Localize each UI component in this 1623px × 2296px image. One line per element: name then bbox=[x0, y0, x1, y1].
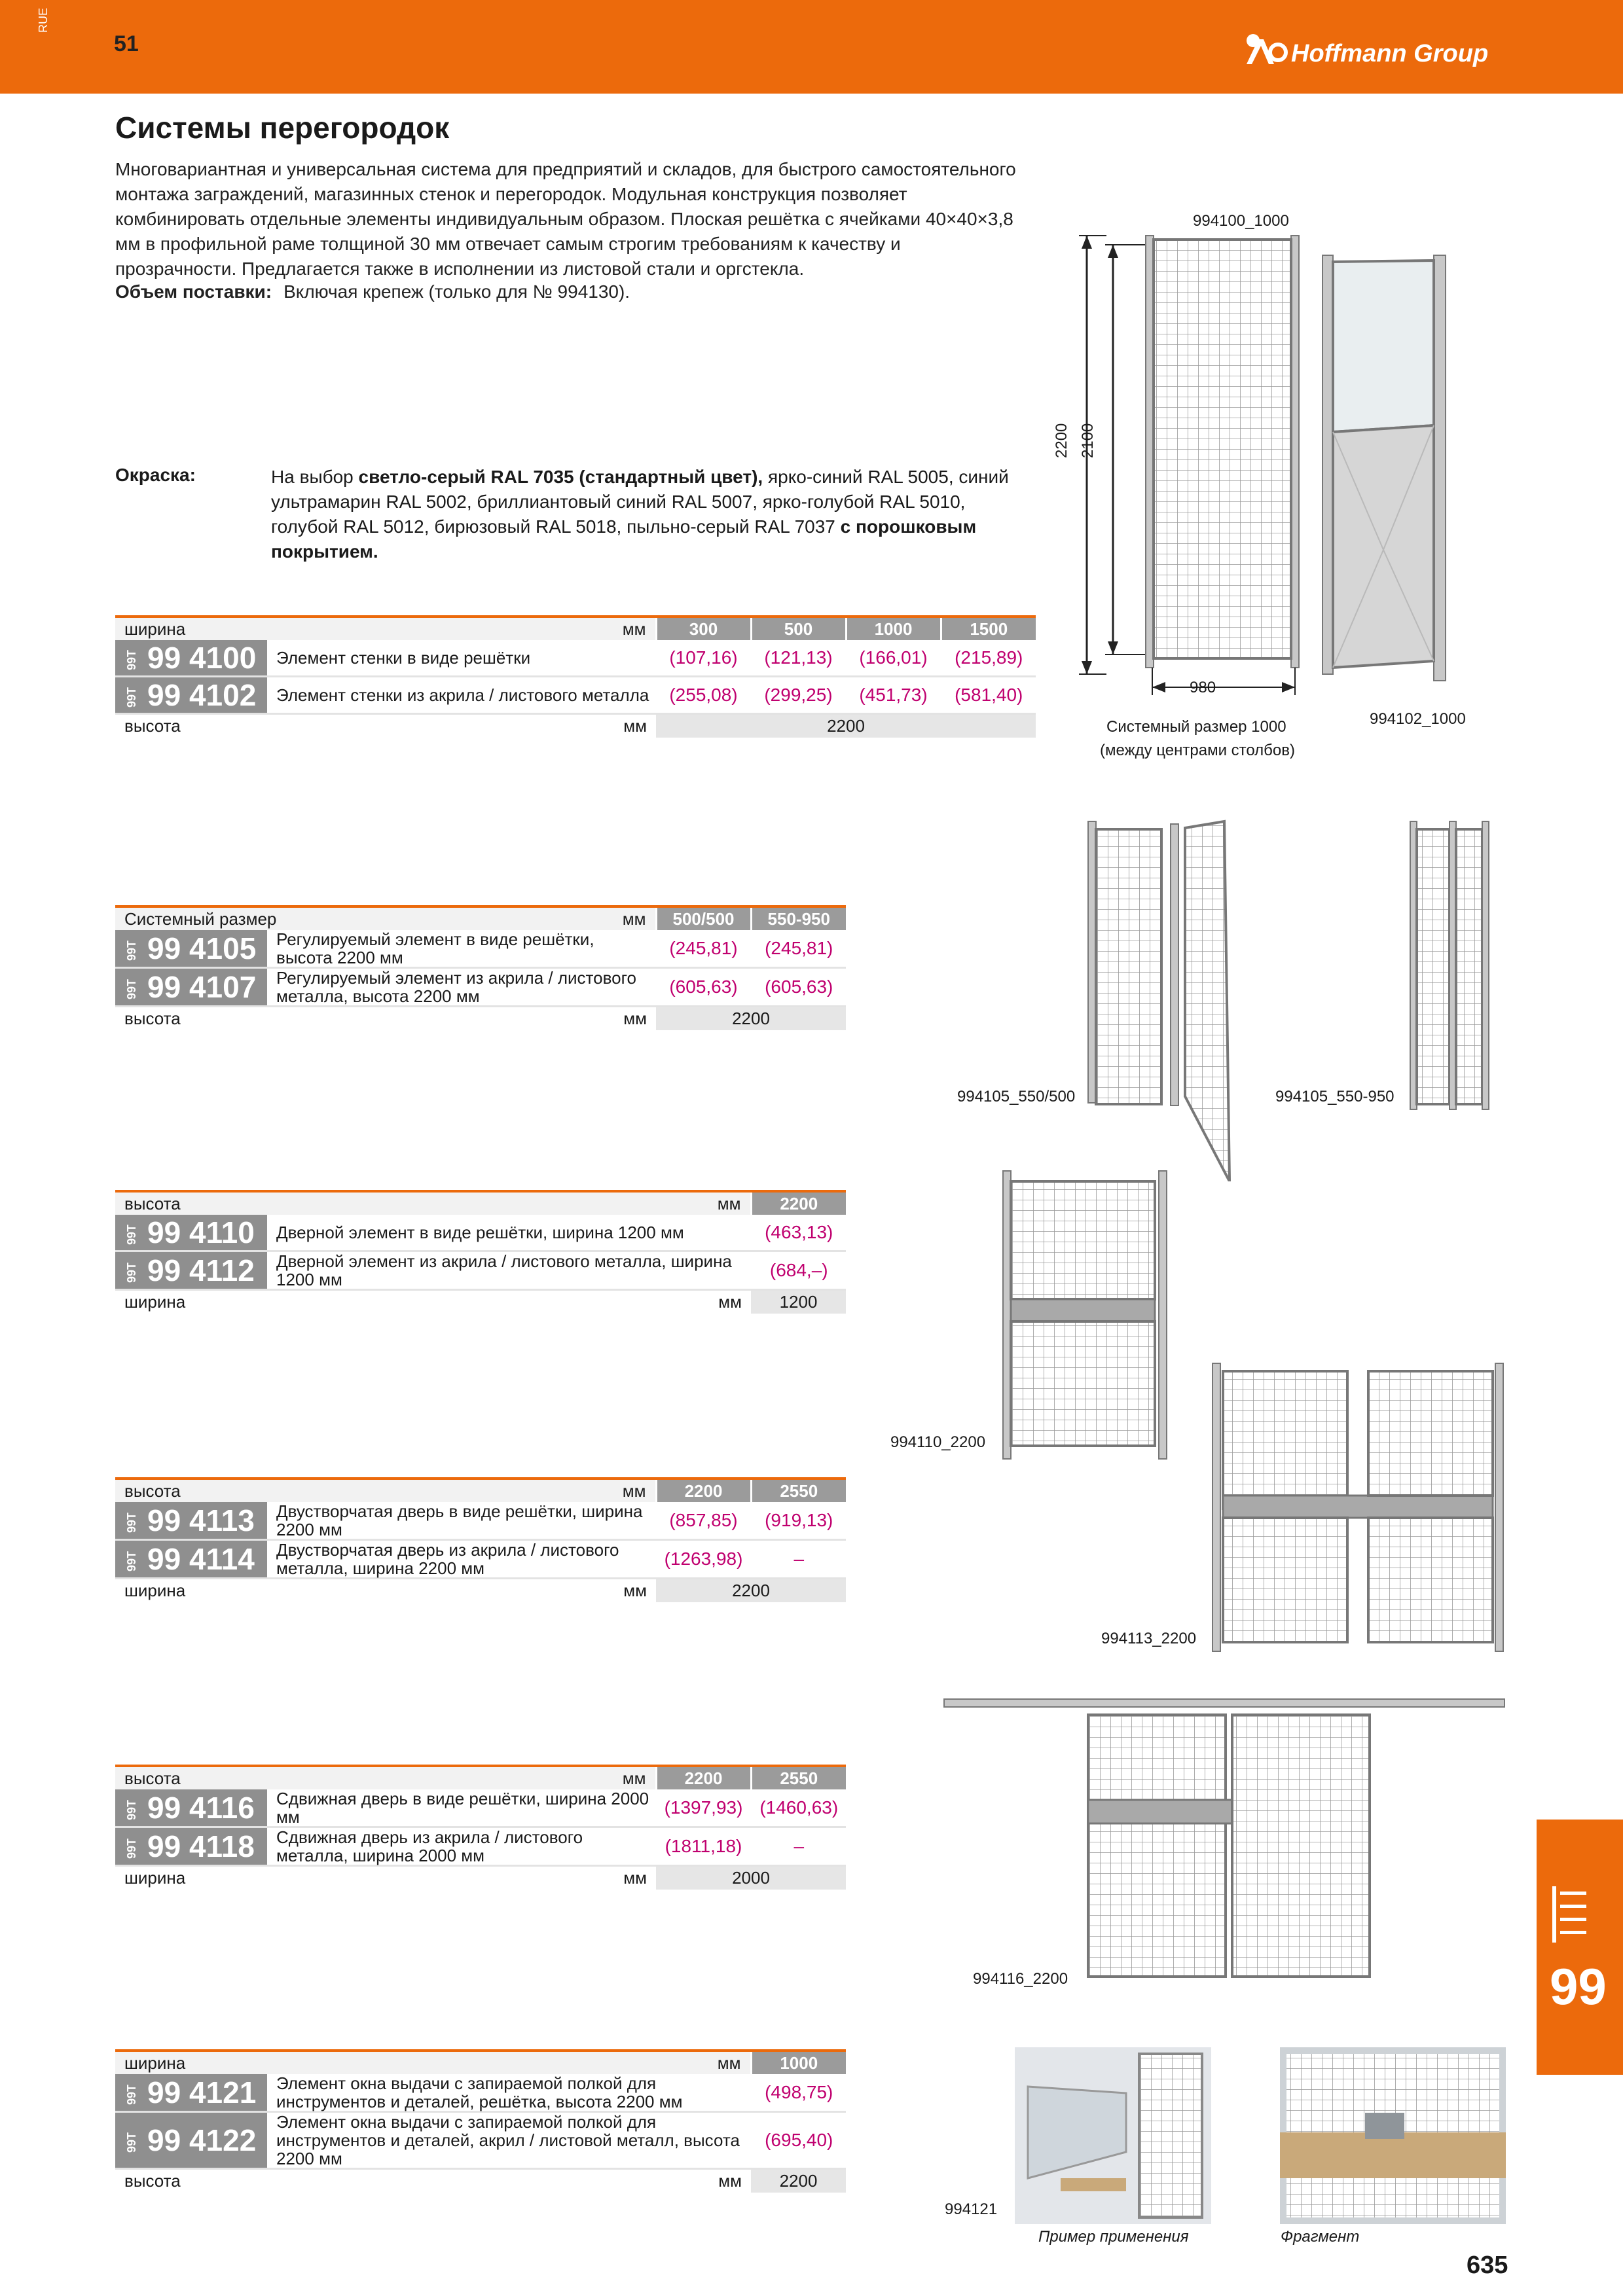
price-cell: (245,81) bbox=[656, 930, 751, 968]
column-header: 2550 bbox=[751, 1479, 846, 1502]
article-tag: 99T bbox=[125, 979, 139, 1000]
article-number bbox=[115, 930, 267, 968]
price-table-994113 bbox=[115, 1477, 846, 1602]
page-title: Системы перегородок bbox=[115, 111, 450, 145]
table-foot-label: высота bbox=[124, 715, 181, 736]
table-row bbox=[115, 640, 1036, 677]
table-head-label: ширина bbox=[115, 2051, 712, 2074]
price-cell: (255,08) bbox=[656, 677, 751, 714]
caption-994116: 994116_2200 bbox=[973, 1970, 1068, 1988]
caption-fragment: Фрагмент bbox=[1281, 2228, 1360, 2246]
article-description: Регулируемый элемент в виде решётки, высота 2200 мм bbox=[267, 930, 656, 968]
svg-text:Hoffmann Group: Hoffmann Group bbox=[1291, 40, 1489, 67]
table-foot-value: 2200 bbox=[656, 1007, 846, 1030]
page-number: 635 bbox=[1467, 2251, 1508, 2279]
caption-system-size-note: (между центрами столбов) bbox=[1100, 742, 1296, 759]
article-tag: 99T bbox=[125, 1551, 139, 1572]
table-foot-value: 1200 bbox=[751, 1290, 846, 1314]
dim-980: 980 bbox=[1190, 679, 1216, 696]
table-head-unit: мм bbox=[712, 1191, 751, 1215]
supply-label: Объем поставки: bbox=[115, 281, 272, 302]
article-description: Сдвижная дверь из акрила / листового металла, ширина 2000 мм bbox=[267, 1827, 656, 1866]
double-door-illustration bbox=[1211, 1358, 1506, 1659]
application-example-photo bbox=[1015, 2047, 1211, 2224]
article-number bbox=[115, 1215, 267, 1251]
article-description: Сдвижная дверь в виде решётки, ширина 2000 мм bbox=[267, 1789, 656, 1827]
wall-element-illustration bbox=[1041, 229, 1499, 726]
price-cell: (857,85) bbox=[656, 1502, 751, 1540]
caption-994100: 994100_1000 bbox=[1193, 212, 1289, 230]
price-cell: (1263,98) bbox=[656, 1540, 751, 1579]
price-cell: (498,75) bbox=[751, 2074, 846, 2112]
caption-994105-a: 994105_550/500 bbox=[957, 1088, 1076, 1105]
paint-t2: ярко-синий RAL 5005, синий ультрамарин RAL 5002, бриллиантовый синий RAL 5007, ярко-голубой RAL 5010, голубой RAL 5012, бирюзовый RAL 5018, пыльно-серый RAL 7037 bbox=[271, 467, 1009, 537]
table-foot-unit: мм bbox=[718, 1291, 742, 1312]
caption-994102: 994102_1000 bbox=[1370, 710, 1466, 728]
price-cell: – bbox=[751, 1540, 846, 1579]
article-tag: 99T bbox=[125, 941, 139, 961]
article-number bbox=[115, 2112, 267, 2169]
table-head-unit: мм bbox=[617, 906, 656, 930]
price-cell: – bbox=[751, 1827, 846, 1866]
paint-b1: светло-серый RAL 7035 (стандартный цвет), bbox=[358, 467, 763, 487]
column-header: 2200 bbox=[656, 1766, 751, 1789]
table-foot-value: 2000 bbox=[656, 1866, 846, 1890]
caption-994113: 994113_2200 bbox=[1101, 1630, 1197, 1647]
dim-2100: 2100 bbox=[1079, 423, 1097, 458]
price-cell: (215,89) bbox=[941, 640, 1036, 677]
table-row bbox=[115, 1502, 846, 1540]
column-header: 1500 bbox=[941, 617, 1036, 640]
article-number-text: 99 4107 bbox=[147, 970, 257, 1004]
article-number bbox=[115, 2074, 267, 2112]
table-foot-unit: мм bbox=[623, 1580, 647, 1600]
caption-example: Пример применения bbox=[1038, 2228, 1189, 2246]
table-row bbox=[115, 1827, 846, 1866]
paint-text bbox=[271, 465, 1024, 564]
table-row bbox=[115, 968, 846, 1007]
table-row bbox=[115, 1540, 846, 1579]
price-cell: (1460,63) bbox=[751, 1789, 846, 1827]
supply-line bbox=[115, 281, 630, 302]
dim-2200: 2200 bbox=[1053, 423, 1070, 458]
article-description: Элемент стенки в виде решётки bbox=[267, 640, 656, 677]
price-cell: (166,01) bbox=[846, 640, 941, 677]
table-row bbox=[115, 677, 1036, 714]
article-tag: 99T bbox=[125, 1225, 139, 1246]
table-row bbox=[115, 1251, 846, 1290]
article-number-text: 99 4105 bbox=[147, 931, 257, 965]
price-cell: (121,13) bbox=[751, 640, 846, 677]
table-foot-value: 2200 bbox=[656, 714, 1036, 738]
table-head-unit: мм bbox=[712, 2051, 751, 2074]
price-table-994100 bbox=[115, 615, 1036, 738]
table-foot-unit: мм bbox=[623, 1867, 647, 1888]
article-number bbox=[115, 1540, 267, 1579]
language-code: RUE bbox=[37, 7, 50, 33]
price-cell: (451,73) bbox=[846, 677, 941, 714]
column-header: 550-950 bbox=[751, 906, 846, 930]
page-header bbox=[0, 0, 1623, 94]
adjustable-element-illustration bbox=[1087, 815, 1512, 1181]
price-cell: (299,25) bbox=[751, 677, 846, 714]
price-table-994116 bbox=[115, 1765, 846, 1890]
article-tag: 99T bbox=[125, 2132, 139, 2153]
table-row bbox=[115, 1789, 846, 1827]
price-cell: (605,63) bbox=[656, 968, 751, 1007]
table-head-label: высота bbox=[115, 1191, 712, 1215]
paint-t1: На выбор bbox=[271, 467, 359, 487]
price-cell: (695,40) bbox=[751, 2112, 846, 2169]
caption-994110: 994110_2200 bbox=[890, 1433, 986, 1451]
article-description: Элемент окна выдачи с запираемой полкой для инструментов и деталей, акрил / листовой металл, высота 2200 мм bbox=[267, 2112, 751, 2169]
article-number bbox=[115, 1502, 267, 1540]
article-tag: 99T bbox=[125, 1263, 139, 1283]
article-number bbox=[115, 968, 267, 1007]
price-cell: (605,63) bbox=[751, 968, 846, 1007]
article-description: Двустворчатая дверь из акрила / листового металла, ширина 2200 мм bbox=[267, 1540, 656, 1579]
intro-text: Многовариантная и универсальная система для предприятий и складов, для быстрого самостоятельного монтажа заграждений, магазинных стенок и перегородок. Модульная конструкция позволяет комбинировать отдельные элементы индивидуальным образом. Плоская решётка с ячейками 40×40×3,8 мм в профильной раме толщиной 30 мм отвечает самым строгим требованиям к качеству и прозрачности. Предлагается также в исполнении из листовой стали и оргстекла. bbox=[115, 159, 1016, 279]
article-tag: 99T bbox=[125, 687, 139, 708]
column-header: 2550 bbox=[751, 1766, 846, 1789]
table-foot-label: ширина bbox=[124, 1291, 186, 1312]
catalog-page-short: 51 bbox=[114, 31, 139, 56]
fragment-photo bbox=[1280, 2047, 1506, 2224]
table-head-label: Системный размер bbox=[115, 906, 617, 930]
table-head-label: высота bbox=[115, 1479, 617, 1502]
shelving-icon bbox=[1551, 1885, 1590, 1944]
table-head-unit: мм bbox=[617, 617, 656, 640]
sliding-door-illustration bbox=[943, 1695, 1506, 1983]
article-number-text: 99 4122 bbox=[147, 2123, 257, 2157]
table-foot-label: высота bbox=[124, 1008, 181, 1028]
caption-system-size: Системный размер 1000 bbox=[1106, 718, 1286, 736]
column-header: 500/500 bbox=[656, 906, 751, 930]
column-header: 500 bbox=[751, 617, 846, 640]
article-number-text: 99 4113 bbox=[147, 1503, 255, 1537]
table-row bbox=[115, 930, 846, 968]
supply-text: Включая крепеж (только для № 994130). bbox=[283, 281, 630, 302]
column-header: 2200 bbox=[656, 1479, 751, 1502]
column-header: 1000 bbox=[846, 617, 941, 640]
price-cell: (919,13) bbox=[751, 1502, 846, 1540]
article-number-text: 99 4118 bbox=[147, 1829, 255, 1863]
article-tag: 99T bbox=[125, 2085, 139, 2106]
table-head-unit: мм bbox=[617, 1766, 656, 1789]
article-number bbox=[115, 1827, 267, 1866]
hoffmann-group-logo bbox=[1244, 31, 1512, 71]
article-tag: 99T bbox=[125, 1839, 139, 1859]
article-number bbox=[115, 677, 267, 714]
price-table-994121 bbox=[115, 2049, 846, 2193]
article-number bbox=[115, 1789, 267, 1827]
table-head-label: высота bbox=[115, 1766, 617, 1789]
article-description: Элемент стенки из акрила / листового металла bbox=[267, 677, 656, 714]
table-foot-unit: мм bbox=[623, 1008, 647, 1028]
column-header: 2200 bbox=[751, 1191, 846, 1215]
price-table-994105 bbox=[115, 905, 846, 1030]
paint-label: Окраска: bbox=[115, 465, 196, 485]
column-header: 300 bbox=[656, 617, 751, 640]
article-number-text: 99 4116 bbox=[147, 1791, 255, 1825]
article-number-text: 99 4114 bbox=[147, 1542, 255, 1576]
paint-b2: с порошковым покрытием. bbox=[271, 516, 977, 562]
article-description: Дверной элемент в виде решётки, ширина 1200 мм bbox=[267, 1215, 751, 1251]
table-foot-label: ширина bbox=[124, 1580, 186, 1600]
price-cell: (107,16) bbox=[656, 640, 751, 677]
table-foot-label: высота bbox=[124, 2170, 181, 2191]
section-number: 99 bbox=[1550, 1958, 1607, 2015]
article-number bbox=[115, 1251, 267, 1290]
article-description: Регулируемый элемент из акрила / листового металла, высота 2200 мм bbox=[267, 968, 656, 1007]
article-number-text: 99 4102 bbox=[147, 678, 257, 712]
caption-994105-b: 994105_550-950 bbox=[1275, 1088, 1395, 1105]
article-tag: 99T bbox=[125, 650, 139, 671]
article-description: Двустворчатая дверь в виде решётки, ширина 2200 мм bbox=[267, 1502, 656, 1540]
table-row bbox=[115, 2074, 846, 2112]
article-description: Элемент окна выдачи с запираемой полкой для инструментов и деталей, решётка, высота 2200 мм bbox=[267, 2074, 751, 2112]
door-element-illustration bbox=[1002, 1168, 1172, 1463]
article-tag: 99T bbox=[125, 1800, 139, 1821]
price-cell: (581,40) bbox=[941, 677, 1036, 714]
table-foot-value: 2200 bbox=[656, 1579, 846, 1602]
table-foot-unit: мм bbox=[718, 2170, 742, 2191]
price-table-994110 bbox=[115, 1190, 846, 1314]
table-foot-unit: мм bbox=[623, 715, 647, 736]
price-cell: (1811,18) bbox=[656, 1827, 751, 1866]
article-number-text: 99 4100 bbox=[147, 641, 257, 675]
table-row bbox=[115, 2112, 846, 2169]
table-head-label: ширина bbox=[115, 617, 617, 640]
article-number bbox=[115, 640, 267, 677]
price-cell: (245,81) bbox=[751, 930, 846, 968]
section-tab bbox=[1537, 1820, 1623, 2075]
price-cell: (463,13) bbox=[751, 1215, 846, 1251]
price-cell: (1397,93) bbox=[656, 1789, 751, 1827]
table-foot-value: 2200 bbox=[751, 2169, 846, 2193]
caption-994121: 994121 bbox=[945, 2200, 998, 2218]
table-foot-label: ширина bbox=[124, 1867, 186, 1888]
article-tag: 99T bbox=[125, 1513, 139, 1534]
table-head-unit: мм bbox=[617, 1479, 656, 1502]
article-number-text: 99 4121 bbox=[147, 2075, 257, 2109]
column-header: 1000 bbox=[751, 2051, 846, 2074]
article-number-text: 99 4110 bbox=[147, 1215, 255, 1249]
price-cell: (684,–) bbox=[751, 1251, 846, 1290]
article-description: Дверной элемент из акрила / листового металла, ширина 1200 мм bbox=[267, 1251, 751, 1290]
table-row bbox=[115, 1215, 846, 1251]
article-number-text: 99 4112 bbox=[147, 1253, 255, 1287]
